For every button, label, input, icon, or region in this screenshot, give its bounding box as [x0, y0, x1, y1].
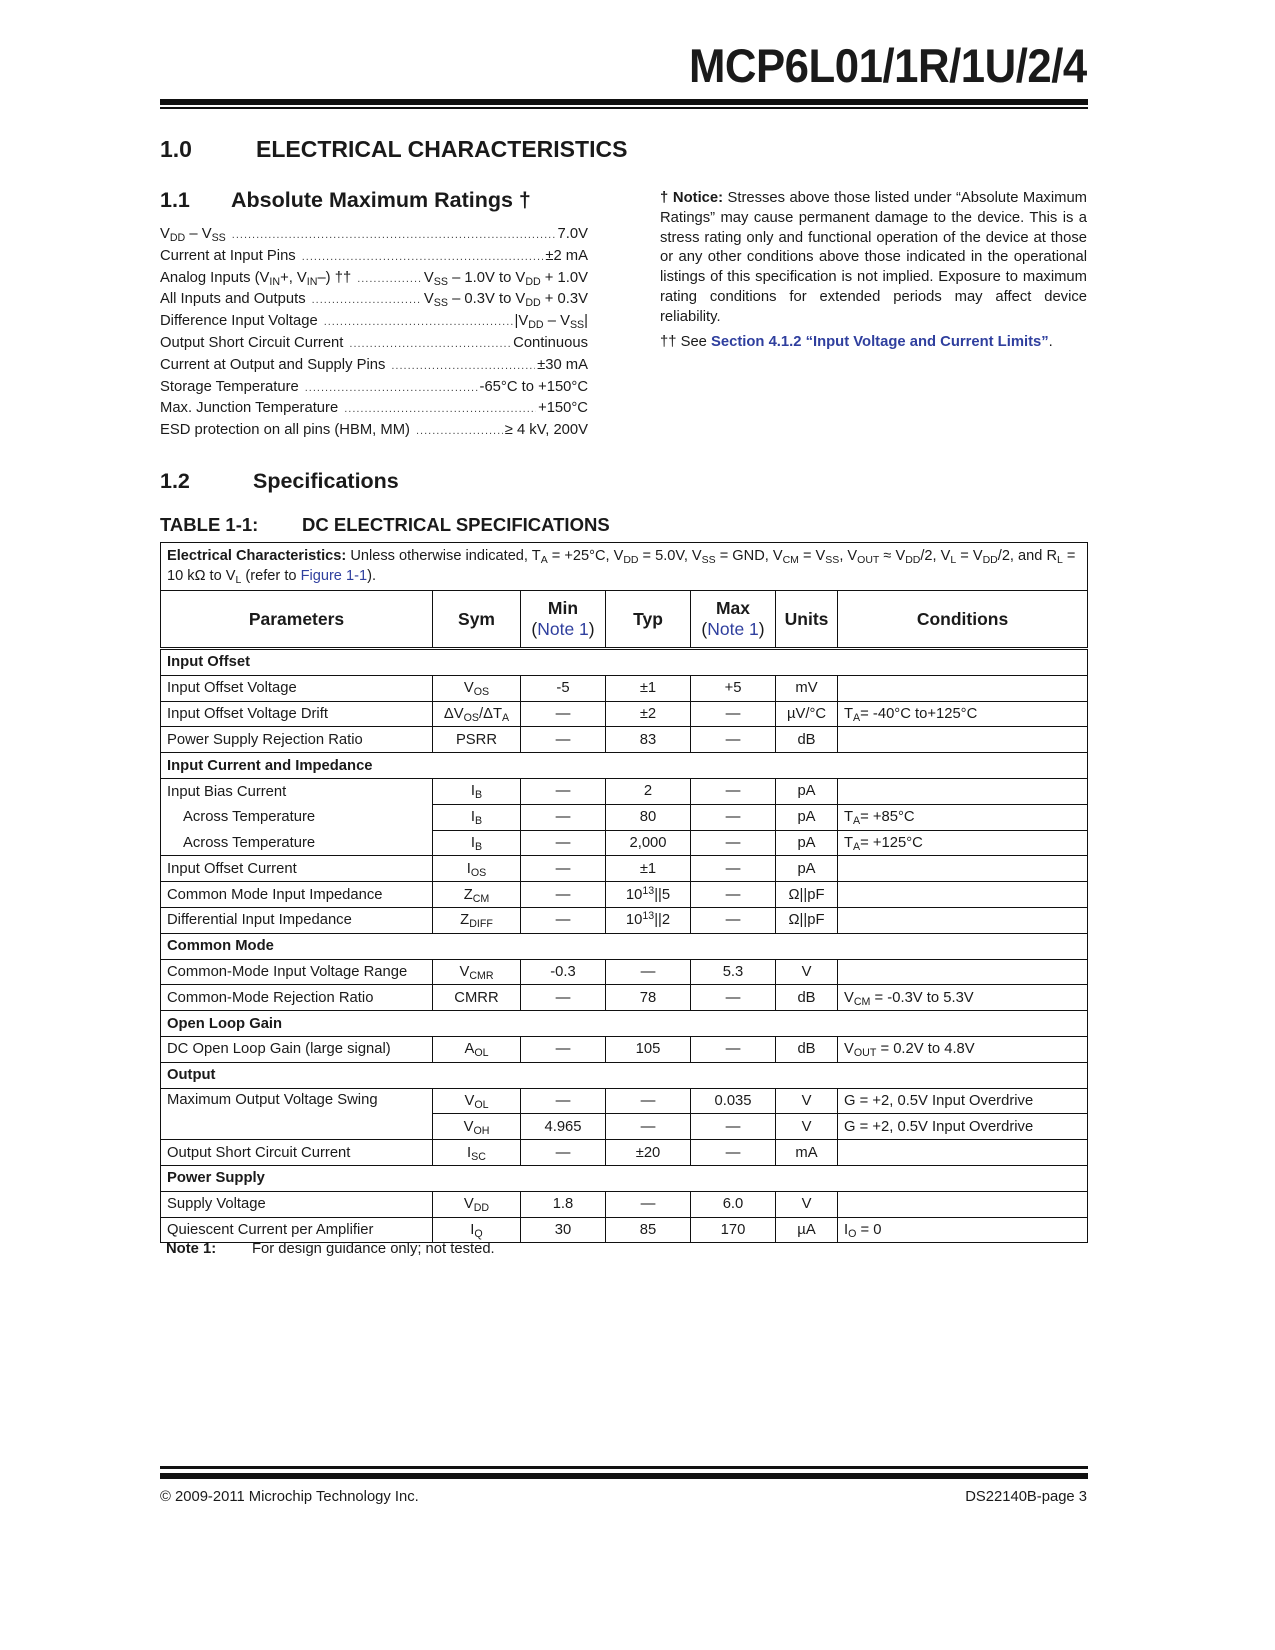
- param-cell: Across Temperature: [161, 804, 433, 830]
- param-cell: Common Mode Input Impedance: [161, 882, 433, 908]
- section-4-1-2-link[interactable]: Section 4.1.2 “Input Voltage and Current Limits”: [711, 334, 1049, 350]
- section-title: Specifications: [253, 469, 399, 493]
- typ-cell: 2,000: [606, 830, 691, 856]
- param-cell: Input Offset Voltage: [161, 675, 433, 701]
- rating-label: Current at Input Pins: [160, 247, 296, 264]
- table-caption: [160, 514, 610, 536]
- max-cell: —: [691, 1036, 776, 1062]
- dot-leader: [416, 425, 503, 437]
- min-cell: —: [521, 830, 606, 856]
- rating-label: Difference Input Voltage: [160, 313, 318, 330]
- max-cell: 0.035: [691, 1088, 776, 1114]
- min-cell: —: [521, 778, 606, 804]
- max-cell: —: [691, 1140, 776, 1166]
- min-cell: —: [521, 727, 606, 753]
- footer-rule-thick: [160, 1473, 1088, 1479]
- header-units: Units: [776, 591, 838, 649]
- notice-paragraph: [660, 189, 1087, 328]
- max-cell: —: [691, 804, 776, 830]
- param-cell: Output Short Circuit Current: [161, 1140, 433, 1166]
- param-cell: Input Offset Current: [161, 856, 433, 882]
- dc-electrical-specifications-table: [160, 542, 1088, 1243]
- units-cell: dB: [776, 985, 838, 1011]
- min-cell: 1.8: [521, 1191, 606, 1217]
- section-title: Absolute Maximum Ratings †: [231, 188, 531, 212]
- table-title: DC ELECTRICAL SPECIFICATIONS: [302, 514, 610, 535]
- max-cell: 5.3: [691, 959, 776, 985]
- group-row: [161, 933, 1088, 959]
- max-cell: —: [691, 882, 776, 908]
- min-cell: —: [521, 856, 606, 882]
- table-row: [161, 830, 1088, 856]
- min-cell: -0.3: [521, 959, 606, 985]
- dot-leader: [357, 273, 422, 285]
- table-row: [161, 727, 1088, 753]
- units-cell: dB: [776, 1036, 838, 1062]
- dot-leader: [349, 338, 511, 350]
- rating-row: [160, 248, 588, 270]
- max-cell: —: [691, 727, 776, 753]
- rating-label: Analog Inputs ($V_{IN}+$, $V_{IN}-$) ††: [160, 269, 352, 288]
- typ-cell: —: [606, 959, 691, 985]
- table-row: [161, 1140, 1088, 1166]
- units-cell: pA: [776, 778, 838, 804]
- header-rule-thick: [160, 99, 1088, 105]
- header-conditions: Conditions: [838, 591, 1088, 649]
- typ-cell: 78: [606, 985, 691, 1011]
- table-row: [161, 907, 1088, 933]
- dot-leader: [344, 403, 536, 415]
- footnote-label: Note 1:: [166, 1241, 217, 1257]
- dot-leader: [302, 251, 544, 263]
- table-row: [161, 985, 1088, 1011]
- rating-label: All Inputs and Outputs: [160, 291, 306, 308]
- conditions-cell: G = +2, 0.5V Input Overdrive: [838, 1088, 1088, 1114]
- units-cell: mA: [776, 1140, 838, 1166]
- sym-cell: $V_{OL}$: [433, 1088, 521, 1114]
- min-cell: 4.965: [521, 1114, 606, 1140]
- min-cell: -5: [521, 675, 606, 701]
- page-number: DS22140B-page 3: [965, 1489, 1087, 1505]
- table-row: [161, 1191, 1088, 1217]
- units-cell: V: [776, 959, 838, 985]
- param-cell: Maximum Output Voltage Swing: [161, 1088, 433, 1140]
- footer-rule-thin: [160, 1466, 1088, 1469]
- typ-cell: 85: [606, 1217, 691, 1243]
- param-cell: Quiescent Current per Amplifier: [161, 1217, 433, 1243]
- table-row: [161, 959, 1088, 985]
- rating-row: [160, 400, 588, 422]
- param-cell: Common-Mode Input Voltage Range: [161, 959, 433, 985]
- table-row: [161, 778, 1088, 804]
- conditions-cell: [838, 778, 1088, 804]
- min-cell: —: [521, 1036, 606, 1062]
- units-cell: Ω||pF: [776, 907, 838, 933]
- typ-cell: —: [606, 1088, 691, 1114]
- table-row: [161, 882, 1088, 908]
- units-cell: V: [776, 1114, 838, 1140]
- see-prefix: †† See: [660, 334, 712, 350]
- table-header-row: [161, 591, 1088, 649]
- sym-cell: $V_{OH}$: [433, 1114, 521, 1140]
- max-cell: +5: [691, 675, 776, 701]
- see-section-note: [660, 334, 1087, 350]
- rating-value: +150°C: [538, 400, 588, 417]
- table-label: TABLE 1-1:: [160, 514, 259, 535]
- rating-row: [160, 422, 588, 444]
- sym-cell: $I_B$: [433, 804, 521, 830]
- param-cell: Input Bias Current: [161, 778, 433, 804]
- group-label: Open Loop Gain: [161, 1011, 1088, 1037]
- units-cell: µA: [776, 1217, 838, 1243]
- units-cell: Ω||pF: [776, 882, 838, 908]
- rating-label: ESD protection on all pins (HBM, MM): [160, 422, 410, 439]
- min-cell: —: [521, 907, 606, 933]
- sym-cell: $A_{OL}$: [433, 1036, 521, 1062]
- max-cell: —: [691, 830, 776, 856]
- header-min: Min (Note 1): [521, 591, 606, 649]
- group-label: Input Current and Impedance: [161, 753, 1088, 779]
- sym-cell: $I_{OS}$: [433, 856, 521, 882]
- min-cell: —: [521, 804, 606, 830]
- table-row: [161, 856, 1088, 882]
- rating-row: [160, 270, 588, 292]
- dot-leader: [324, 316, 513, 328]
- notice-text: Stresses above those listed under “Absolute Maximum Ratings” may cause permanent damage to the device. This is a stress rating only and functional operation of the device at those or any other conditions above those indicated in the operational listings of this specification is not implied. Exposure to maximum rating conditions for extended periods may affect device reliability.: [660, 190, 1087, 325]
- electrical-characteristics-conditions: Electrical Characteristics: Unless otherwise indicated, $T_A = +25^\circ C$, $V_{DD} = 5.0V$, $V_{SS}$ = GND, $V_{CM} = V_{SS}$, $V_{OUT} \approx V_{DD}/2$, $V_L = V_{DD}/2$, and $R_L = 10$ kΩ to $V_L$ (refer to Figure 1-1).: [161, 543, 1088, 591]
- conditions-cell: $T_A= +85^\circ C$: [838, 804, 1088, 830]
- rating-value: $V_{SS} - 1.0V$ to $V_{DD} + 1.0V$: [423, 269, 588, 288]
- max-cell: —: [691, 856, 776, 882]
- typ-cell: —: [606, 1114, 691, 1140]
- rating-row: [160, 291, 588, 313]
- param-cell: DC Open Loop Gain (large signal): [161, 1036, 433, 1062]
- units-cell: pA: [776, 856, 838, 882]
- typ-cell: 80: [606, 804, 691, 830]
- note-1-link[interactable]: Note 1: [707, 619, 759, 639]
- rating-value: -65°C to +150°C: [479, 378, 588, 395]
- copyright-text: © 2009-2011 Microchip Technology Inc.: [160, 1489, 419, 1505]
- sym-cell: $Z_{CM}$: [433, 882, 521, 908]
- conditions-cell: [838, 1140, 1088, 1166]
- header-rule-thin: [160, 107, 1088, 109]
- dot-leader: [305, 382, 478, 394]
- rating-row: [160, 226, 588, 248]
- conditions-cell: [838, 727, 1088, 753]
- group-row: [161, 1062, 1088, 1088]
- min-cell: 30: [521, 1217, 606, 1243]
- units-cell: mV: [776, 675, 838, 701]
- table-footnote: [166, 1241, 495, 1257]
- rating-label: $V_{DD} - V_{SS}$: [160, 226, 226, 245]
- notice-lead: † Notice:: [660, 190, 724, 206]
- note-1-link[interactable]: Note 1: [537, 619, 589, 639]
- conditions-cell: $T_A= +125^\circ C$: [838, 830, 1088, 856]
- sym-cell: $Z_{DIFF}$: [433, 907, 521, 933]
- sym-cell: $I_Q$: [433, 1217, 521, 1243]
- table-row: [161, 675, 1088, 701]
- conditions-cell: $T_A= -40^\circ C$ to+125°C: [838, 701, 1088, 727]
- min-cell: —: [521, 985, 606, 1011]
- param-cell: Differential Input Impedance: [161, 907, 433, 933]
- max-cell: —: [691, 985, 776, 1011]
- conditions-cell: [838, 907, 1088, 933]
- conditions-cell: G = +2, 0.5V Input Overdrive: [838, 1114, 1088, 1140]
- document-title: MCP6L01/1R/1U/2/4: [689, 39, 1087, 92]
- group-row: [161, 1165, 1088, 1191]
- typ-cell: $10^{13}||2$: [606, 907, 691, 933]
- rating-value: $V_{SS} - 0.3V$ to $V_{DD} + 0.3V$: [423, 291, 588, 310]
- param-cell: Across Temperature: [161, 830, 433, 856]
- sym-cell: $V_{CMR}$: [433, 959, 521, 985]
- max-cell: 6.0: [691, 1191, 776, 1217]
- conditions-cell: [838, 675, 1088, 701]
- sym-cell: PSRR: [433, 727, 521, 753]
- group-label: Output: [161, 1062, 1088, 1088]
- rating-label: Output Short Circuit Current: [160, 334, 344, 351]
- rating-label: Storage Temperature: [160, 378, 299, 395]
- max-cell: —: [691, 778, 776, 804]
- typ-cell: ±1: [606, 856, 691, 882]
- units-cell: pA: [776, 804, 838, 830]
- rating-row: [160, 335, 588, 357]
- group-label: Input Offset: [161, 649, 1088, 676]
- section-heading-1-2: [160, 469, 399, 494]
- group-row: [161, 1011, 1088, 1037]
- rating-value: ±30 mA: [537, 356, 588, 373]
- rating-row: [160, 357, 588, 379]
- sym-cell: $V_{OS}$: [433, 675, 521, 701]
- see-suffix: .: [1048, 334, 1053, 350]
- param-cell: Input Offset Voltage Drift: [161, 701, 433, 727]
- units-cell: V: [776, 1191, 838, 1217]
- conditions-cell: [838, 1191, 1088, 1217]
- section-title: ELECTRICAL CHARACTERISTICS: [256, 136, 628, 162]
- sym-cell: $\Delta V_{OS}/\Delta T_A$: [433, 701, 521, 727]
- param-cell: Common-Mode Rejection Ratio: [161, 985, 433, 1011]
- max-cell: —: [691, 701, 776, 727]
- conditions-cell: [838, 959, 1088, 985]
- units-cell: V: [776, 1088, 838, 1114]
- typ-cell: 2: [606, 778, 691, 804]
- rating-value: ≥ 4 kV, 200V: [504, 422, 588, 439]
- rating-row: [160, 379, 588, 401]
- rating-label: Max. Junction Temperature: [160, 400, 339, 417]
- footnote-text: For design guidance only; not tested.: [252, 1241, 495, 1257]
- header-typ: Typ: [606, 591, 691, 649]
- dot-leader: [312, 294, 422, 306]
- param-cell: Power Supply Rejection Ratio: [161, 727, 433, 753]
- typ-cell: 83: [606, 727, 691, 753]
- conditions-cell: [838, 856, 1088, 882]
- sym-cell: $I_{SC}$: [433, 1140, 521, 1166]
- rating-value: ±2 mA: [545, 247, 588, 264]
- min-cell: —: [521, 1140, 606, 1166]
- units-cell: µV/°C: [776, 701, 838, 727]
- rating-value: 7.0V: [557, 226, 588, 242]
- section-heading-1-0: [160, 136, 627, 163]
- typ-cell: $10^{13}||5$: [606, 882, 691, 908]
- typ-cell: 105: [606, 1036, 691, 1062]
- header-parameters: Parameters: [161, 591, 433, 649]
- sym-cell: $I_B$: [433, 778, 521, 804]
- typ-cell: ±1: [606, 675, 691, 701]
- table-row: [161, 1036, 1088, 1062]
- group-row: [161, 649, 1088, 676]
- section-number: 1.1: [160, 188, 190, 212]
- rating-value: Continuous: [513, 334, 588, 351]
- min-cell: —: [521, 882, 606, 908]
- absolute-max-ratings-list: [160, 226, 588, 444]
- table-row: [161, 1088, 1088, 1114]
- rating-value: $|V_{DD} - V_{SS}|$: [514, 313, 588, 332]
- conditions-cell: [838, 882, 1088, 908]
- conditions-cell: $V_{CM} = -0.3V$ to 5.3V: [838, 985, 1088, 1011]
- section-number: 1.2: [160, 469, 190, 493]
- param-cell: Supply Voltage: [161, 1191, 433, 1217]
- dot-leader: [391, 360, 535, 372]
- group-label: Common Mode: [161, 933, 1088, 959]
- min-cell: —: [521, 701, 606, 727]
- sym-cell: $I_B$: [433, 830, 521, 856]
- table-row: [161, 701, 1088, 727]
- table-row: [161, 1217, 1088, 1243]
- rating-label: Current at Output and Supply Pins: [160, 356, 386, 373]
- units-cell: dB: [776, 727, 838, 753]
- header-max: Max (Note 1): [691, 591, 776, 649]
- sym-cell: $V_{DD}$: [433, 1191, 521, 1217]
- units-cell: pA: [776, 830, 838, 856]
- group-label: Power Supply: [161, 1165, 1088, 1191]
- min-cell: —: [521, 1088, 606, 1114]
- section-heading-1-1: [160, 188, 531, 213]
- dot-leader: [232, 229, 556, 241]
- typ-cell: ±2: [606, 701, 691, 727]
- typ-cell: —: [606, 1191, 691, 1217]
- header-sym: Sym: [433, 591, 521, 649]
- table-row: [161, 804, 1088, 830]
- conditions-cell: $V_{OUT} = 0.2V$ to 4.8V: [838, 1036, 1088, 1062]
- max-cell: 170: [691, 1217, 776, 1243]
- max-cell: —: [691, 1114, 776, 1140]
- section-number: 1.0: [160, 136, 192, 162]
- max-cell: —: [691, 907, 776, 933]
- sym-cell: CMRR: [433, 985, 521, 1011]
- typ-cell: ±20: [606, 1140, 691, 1166]
- conditions-cell: $I_O = 0$: [838, 1217, 1088, 1243]
- rating-row: [160, 313, 588, 335]
- group-row: [161, 753, 1088, 779]
